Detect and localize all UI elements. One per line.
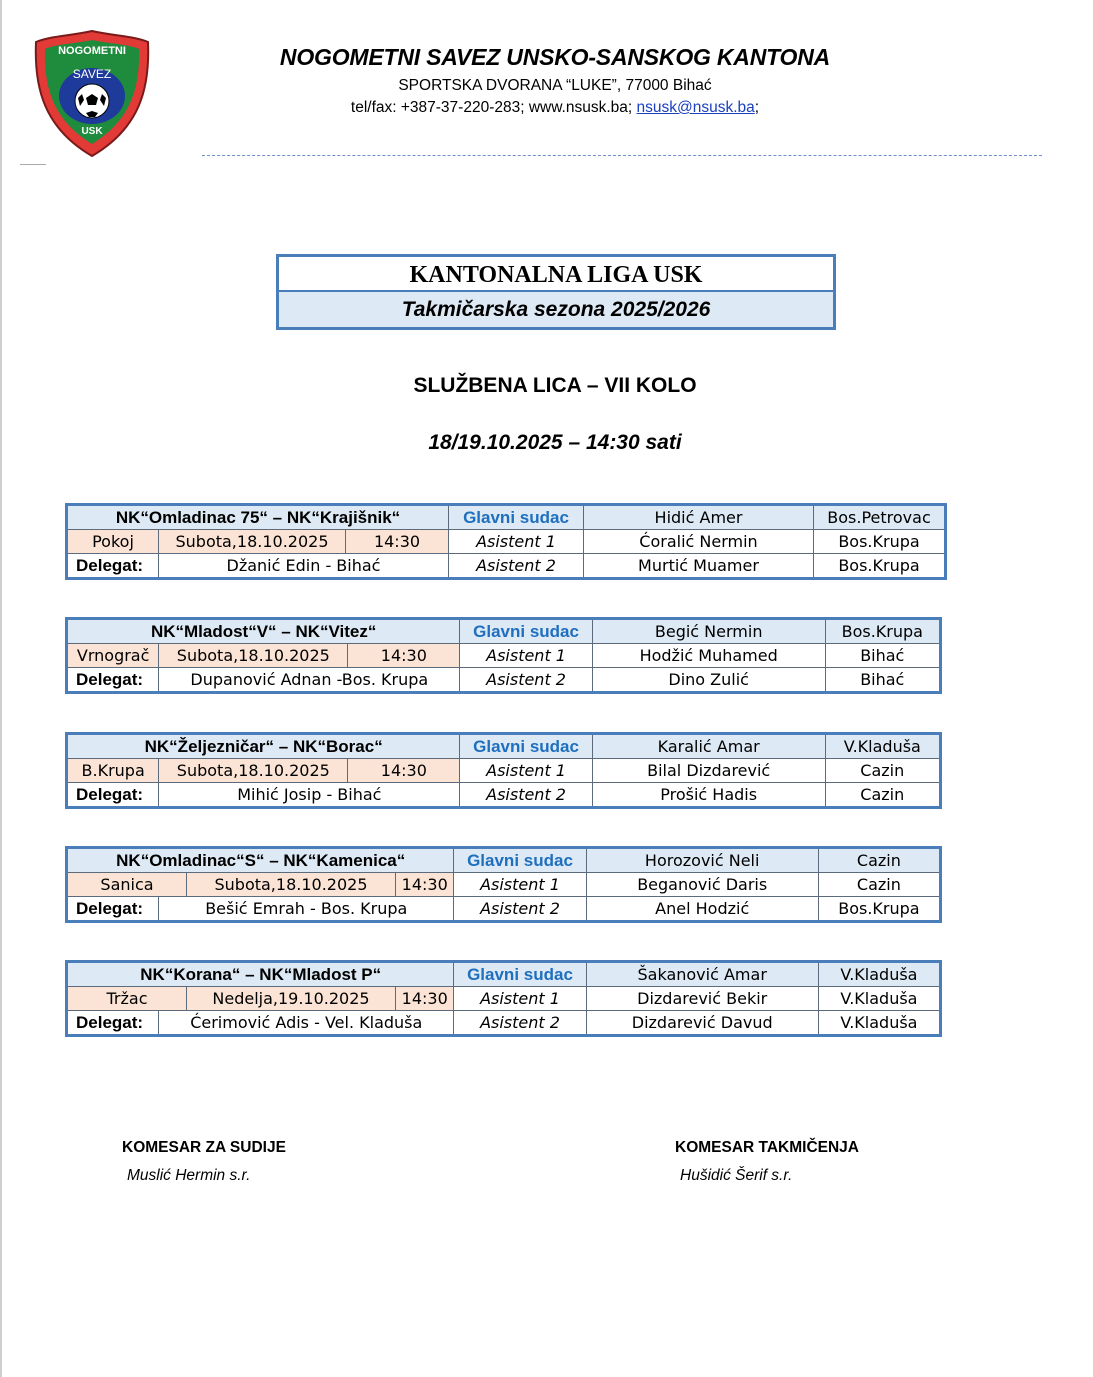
organization-address: SPORTSKA DVORANA “LUKE”, 77000 Bihać [398, 77, 712, 94]
match-time: 14:30 [396, 873, 454, 896]
match-table-2 [65, 617, 942, 694]
delegate-label: Delegat: [67, 554, 159, 579]
league-title-box [276, 254, 836, 330]
main-referee-city: Cazin [818, 848, 940, 873]
match-time: 14:30 [348, 644, 460, 667]
assistant2-name: Dino Zulić [592, 668, 825, 693]
match-day: Subota,18.10.2025 [159, 759, 348, 782]
contact-suffix: ; [754, 99, 760, 116]
main-referee-city: Bos.Krupa [825, 619, 940, 644]
assistant2-name: Dizdarević Davud [586, 1011, 818, 1036]
main-referee-name: Hidić Amer [584, 505, 814, 530]
main-referee-name: Šakanović Amar [586, 962, 818, 987]
assistant1-name: Ćoralić Nermin [584, 530, 814, 554]
match-teams: NK“Korana“ – NK“Mladost P“ [67, 962, 454, 987]
assistant1-name: Bilal Dizdarević [592, 759, 825, 783]
assistant1-city: Cazin [825, 759, 940, 783]
assistant2-name: Anel Hodzić [586, 897, 818, 922]
delegate-label: Delegat: [67, 1011, 159, 1036]
match-day: Subota,18.10.2025 [159, 644, 348, 667]
assistant1-name: Hodžić Muhamed [592, 644, 825, 668]
assistant1-label: Asistent 1 [460, 759, 592, 783]
assistant2-name: Murtić Muamer [584, 554, 814, 579]
main-referee-label: Glavni sudac [449, 505, 584, 530]
organization-name: NOGOMETNI SAVEZ UNSKO-SANSKOG KANTONA [279, 44, 831, 70]
assistant2-label: Asistent 2 [454, 897, 586, 922]
logo-bottom-text: USK [81, 126, 103, 137]
assistant1-name: Beganović Daris [586, 873, 818, 897]
match-time: 14:30 [346, 530, 449, 554]
venue-date-time-cell [68, 987, 453, 1010]
competition-commissioner-label: KOMESAR TAKMIČENJA [675, 1139, 859, 1156]
assistant2-label: Asistent 2 [454, 1011, 586, 1036]
logo-mid-text: SAVEZ [72, 67, 112, 81]
main-referee-city: V.Kladuša [825, 734, 940, 759]
round-heading: SLUŽBENA LICA – VII KOLO [413, 374, 697, 397]
match-venue: Tržac [68, 987, 187, 1010]
main-referee-name: Horozović Neli [586, 848, 818, 873]
assistant1-label: Asistent 1 [460, 644, 592, 668]
match-teams: NK“Omladinac“S“ – NK“Kamenica“ [67, 848, 454, 873]
match-table-1 [65, 503, 947, 580]
competition-commissioner [675, 1139, 859, 1185]
assistant2-city: Bihać [825, 668, 940, 693]
competition-commissioner-name: Hušidić Šerif s.r. [680, 1167, 793, 1184]
assistant2-label: Asistent 2 [449, 554, 584, 579]
assistant2-city: Bos.Krupa [818, 897, 940, 922]
main-referee-label: Glavni sudac [454, 848, 586, 873]
match-venue: Sanica [68, 873, 187, 896]
season-subtitle: Takmičarska sezona 2025/2026 [279, 292, 833, 327]
match-day: Subota,18.10.2025 [187, 873, 396, 896]
header-divider [202, 155, 1042, 156]
match-time: 14:30 [396, 987, 454, 1010]
match-table-3 [65, 732, 942, 809]
main-referee-city: V.Kladuša [818, 962, 940, 987]
match-table-5 [65, 960, 942, 1037]
main-referee-label: Glavni sudac [454, 962, 586, 987]
delegate-label: Delegat: [67, 783, 159, 808]
delegate-label: Delegat: [67, 897, 159, 922]
assistant1-label: Asistent 1 [449, 530, 584, 554]
assistant2-city: V.Kladuša [818, 1011, 940, 1036]
assistant1-city: Bihać [825, 644, 940, 668]
match-venue: B.Krupa [67, 759, 159, 783]
match-time: 14:30 [348, 759, 460, 782]
venue-date-time-cell [68, 873, 453, 896]
match-table-4 [65, 846, 942, 923]
referees-commissioner-name: Muslić Hermin s.r. [127, 1167, 251, 1184]
main-referee-label: Glavni sudac [460, 619, 592, 644]
match-venue: Pokoj [67, 530, 159, 554]
league-title: KANTONALNA LIGA USK [279, 257, 833, 292]
assistant1-city: Cazin [818, 873, 940, 897]
nsusk-logo [32, 28, 152, 160]
round-date: 18/19.10.2025 – 14:30 sati [428, 431, 682, 454]
delegate-name: Džanić Edin - Bihać [159, 554, 449, 579]
referees-commissioner [122, 1139, 286, 1185]
delegate-name: Mihić Josip - Bihać [159, 783, 460, 808]
delegate-name: Bešić Emrah - Bos. Krupa [159, 897, 454, 922]
main-referee-name: Karalić Amar [592, 734, 825, 759]
contact-phone-web: tel/fax: +387-37-220-283; www.nsusk.ba; [350, 99, 637, 116]
match-teams: NK“Željezničar“ – NK“Borac“ [67, 734, 460, 759]
delegate-label: Delegat: [67, 668, 159, 693]
main-referee-label: Glavni sudac [460, 734, 592, 759]
assistant2-label: Asistent 2 [460, 668, 592, 693]
main-referee-city: Bos.Petrovac [814, 505, 946, 530]
referees-commissioner-label: KOMESAR ZA SUDIJE [122, 1139, 286, 1156]
match-teams: NK“Omladinac 75“ – NK“Krajišnik“ [67, 505, 449, 530]
match-teams: NK“Mladost“V“ – NK“Vitez“ [67, 619, 460, 644]
match-day: Nedelja,19.10.2025 [187, 987, 396, 1010]
logo-top-text: NOGOMETNI [58, 45, 126, 57]
date-time-cell [159, 759, 459, 782]
assistant1-city: Bos.Krupa [814, 530, 946, 554]
email-link[interactable]: nsusk@nsusk.ba [636, 99, 755, 116]
assistant2-city: Cazin [825, 783, 940, 808]
assistant1-label: Asistent 1 [454, 987, 586, 1011]
organization-contact [200, 99, 910, 117]
assistant1-city: V.Kladuša [818, 987, 940, 1011]
assistant2-label: Asistent 2 [460, 783, 592, 808]
logo-underline [20, 164, 46, 165]
assistant1-name: Dizdarević Bekir [586, 987, 818, 1011]
match-day: Subota,18.10.2025 [159, 530, 346, 554]
match-venue: Vrnograč [67, 644, 159, 668]
assistant1-label: Asistent 1 [454, 873, 586, 897]
assistant2-name: Prošić Hadis [592, 783, 825, 808]
delegate-name: Ćerimović Adis - Vel. Kladuša [159, 1011, 454, 1036]
date-time-cell [159, 644, 459, 667]
assistant2-city: Bos.Krupa [814, 554, 946, 579]
delegate-name: Dupanović Adnan -Bos. Krupa [159, 668, 460, 693]
page-edge [0, 0, 2, 1377]
main-referee-name: Begić Nermin [592, 619, 825, 644]
